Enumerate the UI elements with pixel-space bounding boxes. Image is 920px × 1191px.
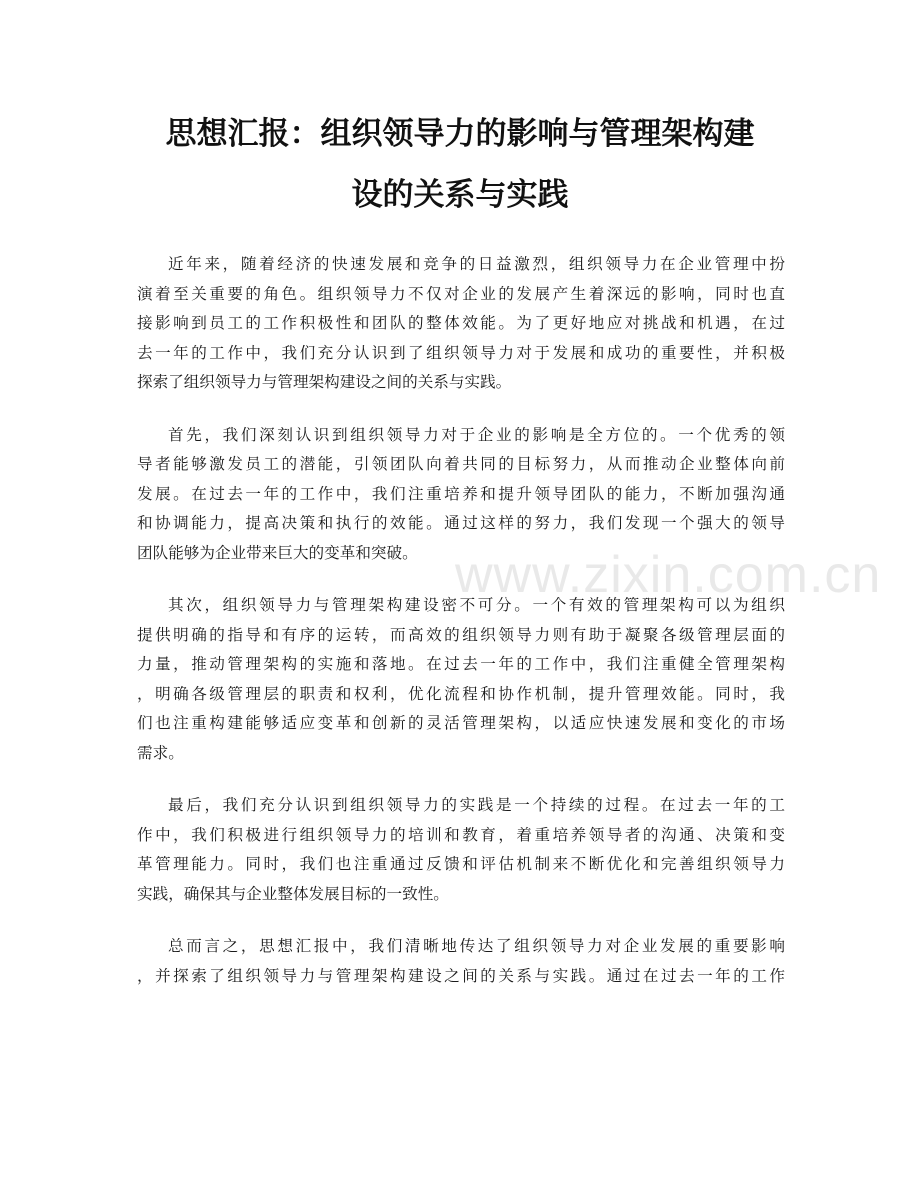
paragraph-line: 去一年的工作中，我们充分认识到了组织领导力对于发展和成功的重要性，并积极 <box>137 343 785 362</box>
paragraph-line: 革管理能力。同时，我们也注重通过反馈和评估机制来不断优化和完善组织领导力 <box>137 855 785 873</box>
paragraph-line: ，并探索了组织领导力与管理架构建设之间的关系与实践。通过在过去一年的工作 <box>137 966 785 985</box>
paragraph-line: 近年来，随着经济的快速发展和竞争的日益激烈，组织领导力在企业管理中扮 <box>168 255 785 273</box>
paragraph-second <box>137 591 785 768</box>
paragraph-line: 接影响到员工的工作积极性和团队的整体效能。为了更好地应对挑战和机遇，在过 <box>137 314 785 332</box>
watermark-text: www.zixin.com.cn <box>455 546 882 604</box>
paragraph-line: 团队能够为企业带来巨大的变革和突破。 <box>137 543 418 562</box>
paragraph-line: ，明确各级管理层的职责和权利，优化流程和协作机制，提升管理效能。同时，我 <box>137 684 785 703</box>
paragraph-line: 实践，确保其与企业整体发展目标的一致性。 <box>137 884 449 903</box>
paragraph-line: 提供明确的指导和有序的运转，而高效的组织领导力则有助于凝聚各级管理层面的 <box>137 625 785 644</box>
paragraph-line: 总而言之，思想汇报中，我们清晰地传达了组织领导力对企业发展的重要影响 <box>168 937 785 955</box>
paragraph-finally <box>137 791 785 909</box>
title-line: 设的关系与实践 <box>351 177 569 213</box>
title-line: 思想汇报：组织领导力的影响与管理架构建 <box>165 116 755 152</box>
paragraph-line: 探索了组织领导力与管理架构建设之间的关系与实践。 <box>137 373 512 391</box>
paragraph-line: 导者能够激发员工的潜能，引领团队向着共同的目标努力，从而推动企业整体向前 <box>137 455 785 473</box>
paragraph-line: 们也注重构建能够适应变革和创新的灵活管理架构，以适应快速发展和变化的市场 <box>137 714 785 732</box>
paragraph-line: 发展。在过去一年的工作中，我们注重培养和提升领导团队的能力，不断加强沟通 <box>137 484 785 503</box>
paragraph-line: 演着至关重要的角色。组织领导力不仅对企业的发展产生着深远的影响，同时也直 <box>137 284 785 303</box>
paragraph-line: 其次，组织领导力与管理架构建设密不可分。一个有效的管理架构可以为组织 <box>168 596 785 614</box>
paragraph-line: 和协调能力，提高决策和执行的效能。通过这样的努力，我们发现一个强大的领导 <box>137 514 785 532</box>
paragraph-line: 最后，我们充分认识到组织领导力的实践是一个持续的过程。在过去一年的工 <box>168 796 785 814</box>
paragraph-line: 力量，推动管理架构的实施和落地。在过去一年的工作中，我们注重健全管理架构 <box>137 655 785 673</box>
paragraph-line: 作中，我们积极进行组织领导力的培训和教育，着重培养领导者的沟通、决策和变 <box>137 825 785 844</box>
paragraph-line: 需求。 <box>137 743 184 762</box>
paragraph-line: 首先，我们深刻认识到组织领导力对于企业的影响是全方位的。一个优秀的领 <box>168 425 785 444</box>
document-body <box>137 250 785 1014</box>
paragraph-conclusion <box>137 932 785 991</box>
document-title <box>130 104 790 226</box>
paragraph-intro <box>137 250 785 398</box>
